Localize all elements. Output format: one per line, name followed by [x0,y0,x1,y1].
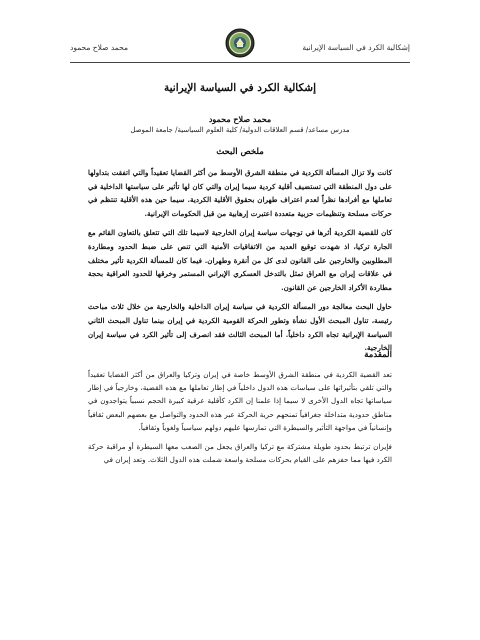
abstract-paragraph: كانت ولا تزال المسألة الكردية في منطقة الشرق الأوسط من أكثر القضايا تعقيداً والتي اتفقت بتداولها على دول المنطقة التي تستضيف أقلية كردية سيما إيران والتي كان لها تأثير على سياستها الداخلية في تعاملها مع أفرادها نظراً لعدم اعتراف طهران بحقوق الأقلية الكردية. سيما حين هذه الأقلية تنتظم في حركات مسلحة وتنظيمات حزبية متعددة اعتبرت إرهابية من قبل الحكومات الإيرانية. [88,168,392,218]
abstract-body [88,166,392,361]
header-rule [70,62,410,63]
intro-body [88,368,392,472]
abstract-heading: ملخص البحث [216,147,264,157]
running-header [70,28,410,66]
paper-title: إشكالية الكرد في السياسة الإيرانية [163,82,317,94]
abstract-paragraph: حاول البحث معالجة دور المسألة الكردية في سياسة إيران الداخلية والخارجية من خلال ثلاث مباحث رئيسة، تناول المبحث الأول نشأة وتطور الحركة القومية الكردية في إيران بينما تناول المبحث الثاني السياسة الإيرانية تجاه الكرد داخلياً. أما المبحث الثالث فقد انصرف إلى تأثير الكرد في سياسة إيران الخارجية. [88,302,392,353]
university-seal-icon [225,28,255,58]
abstract-paragraph: كان للقضية الكردية أثرها في توجهات سياسة إيران الخارجية لاسيما تلك التي تتعلق بالتعاون القائم مع الجارة تركيا، اذ شهدت توقيع العديد من الاتفاقيات الأمنية التي تنص على ضبط الحدود ومطاردة المطلوبين والخارجين على القانون لدى كل من أنقرة وطهران. فيما كان للمسألة الكردية تأثير مختلف في علاقات إيران مع العراق تمثل بالتدخل العسكري الإيراني المستمر وخرقها للحدود العراقية بحجة مطاردة الأكراد الخارجين عن القانون. [88,228,392,292]
running-header-title: إشكالية الكرد في السياسة الإيرانية [302,42,410,52]
intro-paragraph: فإيران ترتبط بحدود طويلة مشتركة مع تركيا والعراق يجعل من الصعب معها السيطرة أو مراقبة حركة الكرد فيها مما حفزهم على القيام بحركات مسلحة واسعة شملت هذه الدول الثلاث. وتعد إيران في [88,442,392,465]
intro-heading: المقدمة [364,350,392,360]
author-name: محمد صلاح محمود [208,114,272,124]
running-header-author: محمد صلاح محمود [70,42,128,52]
intro-paragraph: تعد القضية الكردية في منطقة الشرق الأوسط خاصة في إيران وتركيا والعراق من أكثر القضايا تعقيداً والتي تلقي بتأثيراتها على سياسات هذه الدول داخلياً في إطار تعاملها مع هذه القضية، وخارجياً في إطار سياساتها تجاه الدول الأخرى لا سيما إذا علمنا إن الكرد كأقلية عرقية كبيرة الحجم نسبياً يتواجدون في مناطق حدودية متداخلة جغرافياً تمنحهم حرية الحركة عبر هذه الحدود والتواصل مع بعضهم البعض ثقافياً وإنسانياً في مواجهة التأثير والسيطرة التي تمارسها عليهم دولهم سياسياً ولغوياً وثقافياً. [88,370,392,432]
author-affiliation: مدرس مساعد/ قسم العلاقات الدولية/ كلية العلوم السياسية/ جامعة الموصل [130,126,350,134]
